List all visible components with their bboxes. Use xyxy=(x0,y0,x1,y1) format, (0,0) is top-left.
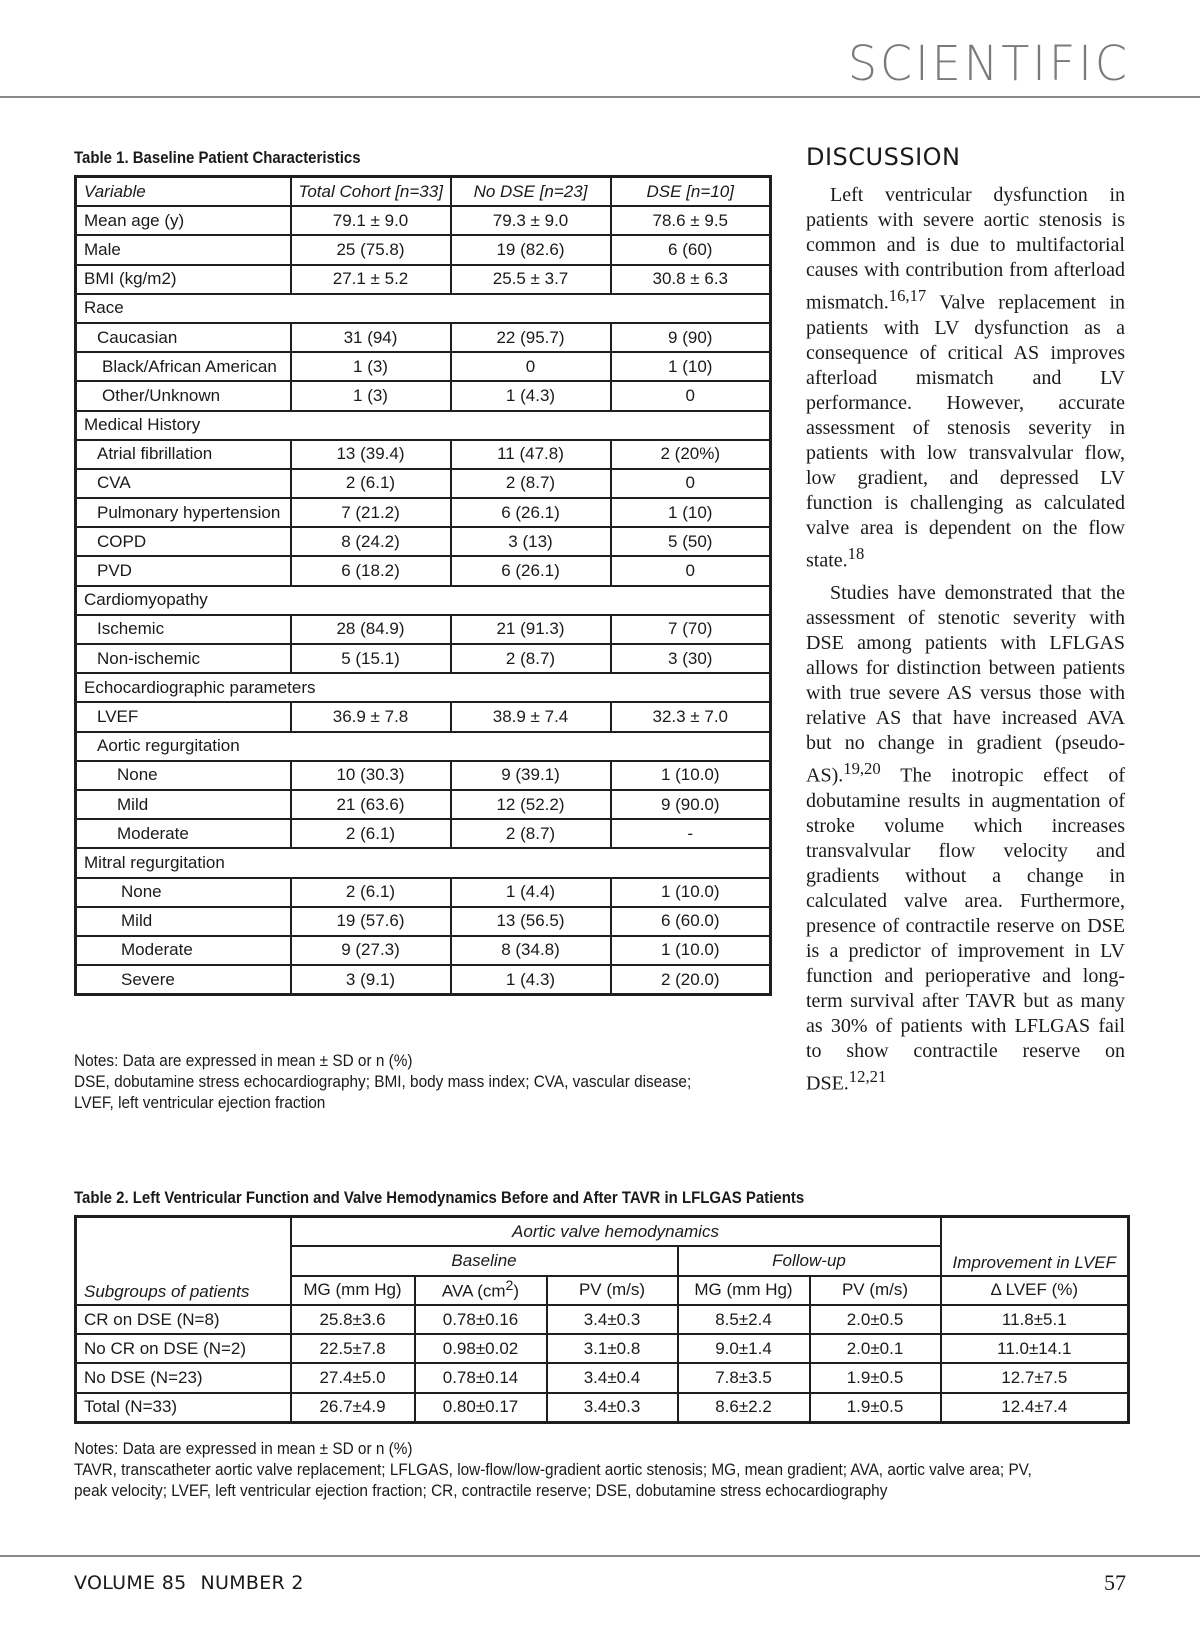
cell: 13 (39.4) xyxy=(291,440,451,469)
cell: 3 (30) xyxy=(611,644,771,673)
cell: 26.7±4.9 xyxy=(291,1393,415,1423)
ava-label-end: ) xyxy=(513,1282,520,1302)
cell: 28 (84.9) xyxy=(291,615,451,644)
row-label: BMI (kg/m2) xyxy=(76,265,291,294)
cell: 1 (10) xyxy=(611,352,771,381)
cell: 0 xyxy=(611,556,771,585)
citation: 18 xyxy=(847,543,865,563)
cell: 0 xyxy=(611,469,771,498)
table2-header-row xyxy=(76,1217,1129,1247)
table-row xyxy=(76,352,771,381)
cell: 1 (3) xyxy=(291,352,451,381)
table2-col-subgroups: Subgroups of patients xyxy=(76,1217,291,1305)
discussion-text-span: Studies have demonstrated that the assessment of stenotic severity with DSE among patients with LFLGAS allows for distinction between patients with true severe AS versus those with relative AS that have increased AVA but no change in gradient (pseudo-AS). xyxy=(806,582,1125,787)
cell: 6 (60.0) xyxy=(611,907,771,936)
table-section-row xyxy=(76,411,771,440)
table1 xyxy=(74,175,772,996)
table-row xyxy=(76,936,771,965)
table-section-row xyxy=(76,586,771,615)
table2-col-ava xyxy=(415,1276,547,1305)
cell: 5 (50) xyxy=(611,527,771,556)
table2-note-line: peak velocity; LVEF, left ventricular ejection fraction; CR, contractile reserve; DSE, dobutamine stress echocardiography xyxy=(74,1482,888,1500)
cell: 0.80±0.17 xyxy=(415,1393,547,1423)
citation: 16,17 xyxy=(888,286,927,305)
row-label: CVA xyxy=(76,469,291,498)
row-label: PVD xyxy=(76,556,291,585)
cell: 8 (24.2) xyxy=(291,527,451,556)
row-label: None xyxy=(76,761,291,790)
table1-col-dse: DSE [n=10] xyxy=(611,177,771,207)
section-title: SCIENTIFIC xyxy=(847,34,1130,92)
table-row xyxy=(76,235,771,264)
cell: 3.1±0.8 xyxy=(547,1334,678,1363)
section-label: Aortic regurgitation xyxy=(76,732,771,761)
section-label: Echocardiographic parameters xyxy=(76,673,771,702)
table-section-row xyxy=(76,732,771,761)
row-label: Severe xyxy=(76,965,291,995)
table-row xyxy=(76,965,771,995)
cell: 2.0±0.1 xyxy=(810,1334,941,1363)
row-label: Moderate xyxy=(76,819,291,848)
cell: 12.7±7.5 xyxy=(941,1363,1129,1392)
row-label: LVEF xyxy=(76,702,291,731)
section-label: Mitral regurgitation xyxy=(76,848,771,877)
table-row xyxy=(76,702,771,731)
table-row xyxy=(76,1363,1129,1392)
cell: 3.4±0.4 xyxy=(547,1363,678,1392)
table1-col-variable: Variable xyxy=(76,177,291,207)
ava-superscript: 2 xyxy=(505,1278,514,1295)
cell: 3 (13) xyxy=(451,527,611,556)
cell: 19 (57.6) xyxy=(291,907,451,936)
cell: 22.5±7.8 xyxy=(291,1334,415,1363)
cell: 5 (15.1) xyxy=(291,644,451,673)
table-row xyxy=(76,790,771,819)
table1-notes xyxy=(74,1051,691,1114)
cell: 0 xyxy=(451,352,611,381)
row-label: CR on DSE (N=8) xyxy=(76,1305,291,1334)
cell: 6 (60) xyxy=(611,235,771,264)
cell: 2 (6.1) xyxy=(291,819,451,848)
cell: 12 (52.2) xyxy=(451,790,611,819)
cell: 2 (20%) xyxy=(611,440,771,469)
table-row xyxy=(76,615,771,644)
cell: 1 (4.3) xyxy=(451,381,611,410)
cell: 3.4±0.3 xyxy=(547,1393,678,1423)
cell: 1 (10.0) xyxy=(611,761,771,790)
cell: 9 (90.0) xyxy=(611,790,771,819)
row-label: No CR on DSE (N=2) xyxy=(76,1334,291,1363)
cell: 8.6±2.2 xyxy=(678,1393,810,1423)
table1-col-nodse: No DSE [n=23] xyxy=(451,177,611,207)
table-row xyxy=(76,323,771,352)
cell: 78.6 ± 9.5 xyxy=(611,206,771,235)
table-row xyxy=(76,265,771,294)
table-row xyxy=(76,819,771,848)
footer-rule xyxy=(0,1555,1200,1557)
table2-group-header: Aortic valve hemodynamics xyxy=(291,1217,941,1247)
cell: 11.0±14.1 xyxy=(941,1334,1129,1363)
cell: 0.78±0.16 xyxy=(415,1305,547,1334)
cell: 1.9±0.5 xyxy=(810,1393,941,1423)
cell: 25.8±3.6 xyxy=(291,1305,415,1334)
cell: 21 (63.6) xyxy=(291,790,451,819)
cell: 1 (4.4) xyxy=(451,878,611,907)
page-number: 57 xyxy=(1104,1570,1126,1595)
cell: 36.9 ± 7.8 xyxy=(291,702,451,731)
row-label: Mild xyxy=(76,790,291,819)
row-label: Pulmonary hypertension xyxy=(76,498,291,527)
cell: 8.5±2.4 xyxy=(678,1305,810,1334)
table-row xyxy=(76,907,771,936)
cell: 10 (30.3) xyxy=(291,761,451,790)
row-label: Atrial fibrillation xyxy=(76,440,291,469)
table2-col-fu-pv: PV (m/s) xyxy=(810,1276,941,1305)
row-label: COPD xyxy=(76,527,291,556)
cell: 1 (10.0) xyxy=(611,936,771,965)
cell: 0.98±0.02 xyxy=(415,1334,547,1363)
cell: 9.0±1.4 xyxy=(678,1334,810,1363)
cell: 1 (10) xyxy=(611,498,771,527)
cell: 11.8±5.1 xyxy=(941,1305,1129,1334)
row-label: Non-ischemic xyxy=(76,644,291,673)
discussion-heading: DISCUSSION xyxy=(806,143,961,171)
ava-label: AVA (cm xyxy=(441,1282,506,1302)
cell: 2 (8.7) xyxy=(451,644,611,673)
cell: 25 (75.8) xyxy=(291,235,451,264)
cell: 27.1 ± 5.2 xyxy=(291,265,451,294)
section-label: Medical History xyxy=(76,411,771,440)
table1-note-line: LVEF, left ventricular ejection fraction xyxy=(74,1094,326,1112)
table-row xyxy=(76,381,771,410)
footer-number: NUMBER 2 xyxy=(200,1572,304,1594)
cell: 2 (6.1) xyxy=(291,469,451,498)
cell: 79.3 ± 9.0 xyxy=(451,206,611,235)
cell: 79.1 ± 9.0 xyxy=(291,206,451,235)
cell: 0 xyxy=(611,381,771,410)
table2-improvement-header: Improvement in LVEF xyxy=(941,1217,1129,1276)
footer-volume: VOLUME 85 xyxy=(74,1572,187,1594)
cell: 25.5 ± 3.7 xyxy=(451,265,611,294)
cell: 2 (8.7) xyxy=(451,819,611,848)
citation: 12,21 xyxy=(848,1066,887,1086)
row-label: Total (N=33) xyxy=(76,1393,291,1423)
cell: 19 (82.6) xyxy=(451,235,611,264)
cell: 9 (27.3) xyxy=(291,936,451,965)
discussion-body xyxy=(806,183,1125,1105)
cell: 22 (95.7) xyxy=(451,323,611,352)
cell: 38.9 ± 7.4 xyxy=(451,702,611,731)
table-row xyxy=(76,498,771,527)
cell: 31 (94) xyxy=(291,323,451,352)
discussion-paragraph xyxy=(806,183,1125,573)
section-label: Race xyxy=(76,294,771,323)
table-row xyxy=(76,761,771,790)
cell: 2 (6.1) xyxy=(291,878,451,907)
discussion-paragraph xyxy=(806,581,1125,1096)
table2-col-fu-mg: MG (mm Hg) xyxy=(678,1276,810,1305)
row-label: Caucasian xyxy=(76,323,291,352)
table-row xyxy=(76,206,771,235)
cell: 1 (4.3) xyxy=(451,965,611,995)
table2-col-dlvef: Δ LVEF (%) xyxy=(941,1276,1129,1305)
citation: 19,20 xyxy=(843,759,881,779)
table2-followup-header: Follow-up xyxy=(678,1246,941,1275)
row-label: Mean age (y) xyxy=(76,206,291,235)
cell: 0.78±0.14 xyxy=(415,1363,547,1392)
table2-col-pv: PV (m/s) xyxy=(547,1276,678,1305)
cell: 6 (18.2) xyxy=(291,556,451,585)
cell: 11 (47.8) xyxy=(451,440,611,469)
cell: 9 (90) xyxy=(611,323,771,352)
table-row xyxy=(76,1334,1129,1363)
cell: 21 (91.3) xyxy=(451,615,611,644)
table1-note-line: DSE, dobutamine stress echocardiography; BMI, body mass index; CVA, vascular disease; xyxy=(74,1073,692,1091)
table2-notes xyxy=(74,1439,1032,1502)
cell: 30.8 ± 6.3 xyxy=(611,265,771,294)
table-row xyxy=(76,1393,1129,1423)
table2-col-mg: MG (mm Hg) xyxy=(291,1276,415,1305)
header-rule xyxy=(0,96,1200,98)
cell: 2 (20.0) xyxy=(611,965,771,995)
row-label: None xyxy=(76,878,291,907)
cell: 2 (8.7) xyxy=(451,469,611,498)
discussion-text-span: Left ventricular dysfunction in patients with severe aortic stenosis is common and is due to multifactorial causes with contribution from afterload mismatch. xyxy=(806,184,1125,314)
cell: 9 (39.1) xyxy=(451,761,611,790)
cell: 3 (9.1) xyxy=(291,965,451,995)
table-section-row xyxy=(76,848,771,877)
table1-caption: Table 1. Baseline Patient Characteristics xyxy=(74,148,361,167)
table-row xyxy=(76,644,771,673)
cell: 7 (70) xyxy=(611,615,771,644)
cell: 7 (21.2) xyxy=(291,498,451,527)
row-label: Black/African American xyxy=(76,352,291,381)
cell: 7.8±3.5 xyxy=(678,1363,810,1392)
row-label: Male xyxy=(76,235,291,264)
section-label: Cardiomyopathy xyxy=(76,586,771,615)
footer-issue xyxy=(74,1572,304,1594)
discussion-text-span: Valve replacement in patients with LV dysfunction as a consequence of critical AS improves afterload mismatch and LV performance. However, accurate assessment of stenosis severity in patients with low transvalvular flow, low gradient, and depressed LV function is challenging as calculated valve area is dependent on the flow state. xyxy=(806,291,1125,572)
table-row xyxy=(76,527,771,556)
row-label: No DSE (N=23) xyxy=(76,1363,291,1392)
cell: 6 (26.1) xyxy=(451,556,611,585)
table2-note-line: TAVR, transcatheter aortic valve replacement; LFLGAS, low-flow/low-gradient aortic stenosis; MG, mean gradient; AVA, aortic valve area; PV, xyxy=(74,1461,1032,1479)
table2-note-line: Notes: Data are expressed in mean ± SD or n (%) xyxy=(74,1440,413,1458)
cell: 2.0±0.5 xyxy=(810,1305,941,1334)
table-row xyxy=(76,469,771,498)
cell: 1.9±0.5 xyxy=(810,1363,941,1392)
cell: 13 (56.5) xyxy=(451,907,611,936)
cell: 12.4±7.4 xyxy=(941,1393,1129,1423)
table2 xyxy=(74,1215,1130,1424)
table1-header-row xyxy=(76,177,771,207)
table1-col-total: Total Cohort [n=33] xyxy=(291,177,451,207)
cell: 1 (3) xyxy=(291,381,451,410)
table2-caption: Table 2. Left Ventricular Function and Valve Hemodynamics Before and After TAVR in LFLGAS Patients xyxy=(74,1188,805,1207)
cell: 27.4±5.0 xyxy=(291,1363,415,1392)
table-row xyxy=(76,440,771,469)
table-section-row xyxy=(76,673,771,702)
table2-baseline-header: Baseline xyxy=(291,1246,678,1275)
cell: 6 (26.1) xyxy=(451,498,611,527)
cell: 3.4±0.3 xyxy=(547,1305,678,1334)
cell: - xyxy=(611,819,771,848)
cell: 8 (34.8) xyxy=(451,936,611,965)
table-row xyxy=(76,878,771,907)
row-label: Moderate xyxy=(76,936,291,965)
row-label: Other/Unknown xyxy=(76,381,291,410)
discussion-text-span: The inotropic effect of dobutamine results in augmentation of stroke volume which increases transvalvular flow velocity and gradients without a change in calculated valve area. Furthermore, presence of contractile reserve on DSE is a predictor of improvement in LV function and perioperative and long-term survival after TAVR but as many as 30% of patients with LFLGAS fail to show contractile reserve on DSE. xyxy=(806,764,1125,1095)
table-row xyxy=(76,556,771,585)
row-label: Mild xyxy=(76,907,291,936)
cell: 1 (10.0) xyxy=(611,878,771,907)
row-label: Ischemic xyxy=(76,615,291,644)
table-row xyxy=(76,1305,1129,1334)
cell: 32.3 ± 7.0 xyxy=(611,702,771,731)
table1-note-line: Notes: Data are expressed in mean ± SD or n (%) xyxy=(74,1052,413,1070)
table-section-row xyxy=(76,294,771,323)
